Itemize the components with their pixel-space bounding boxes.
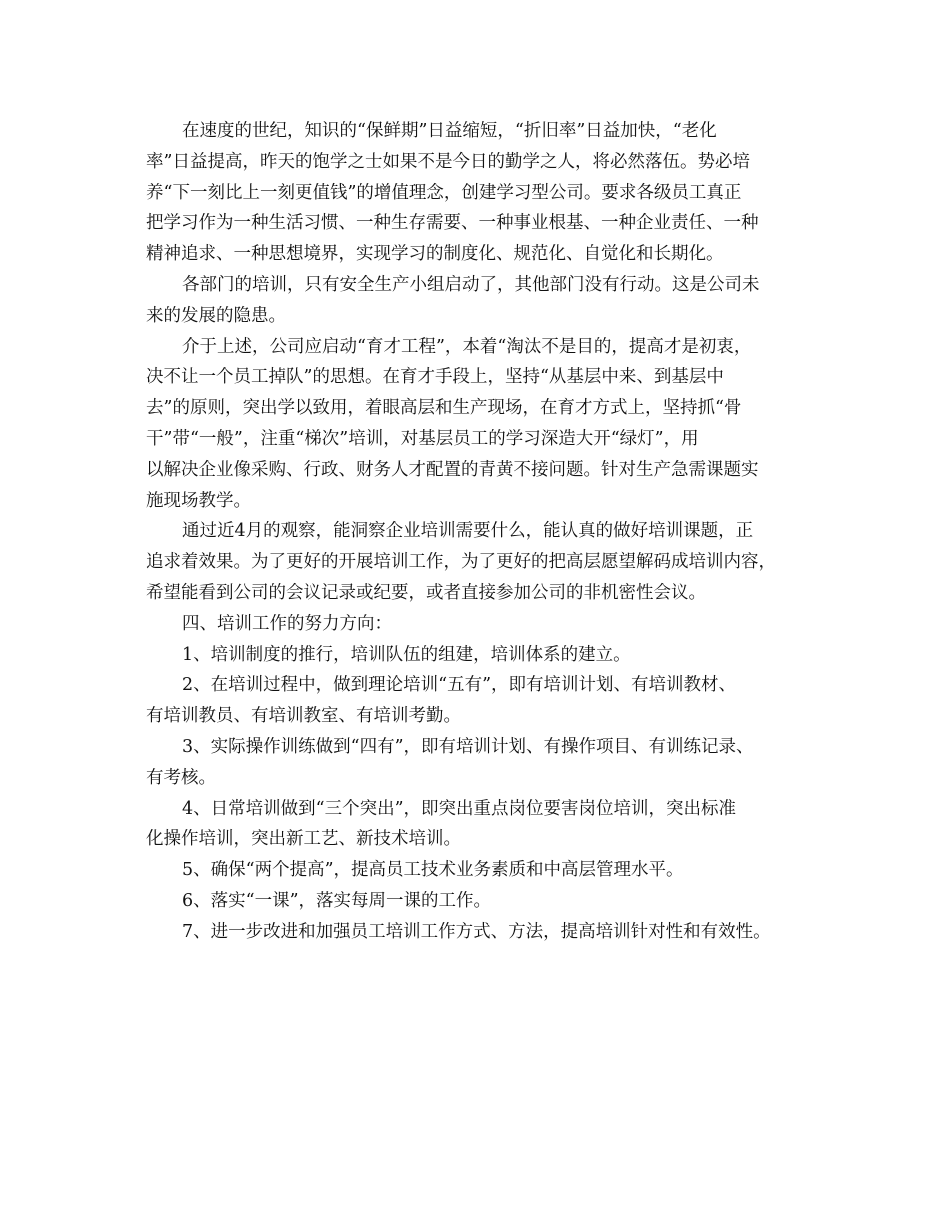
text-line: 把学习作为一种生活习惯、一种生存需要、一种事业根基、一种企业责任、一种 <box>146 213 759 234</box>
text-line: 通过近4月的观察，能洞察企业培训需要什么，能认真的做好培训课题，正 <box>182 521 754 542</box>
text-line: 养“下一刻比上一刻更值钱”的增值理念，创建学习型公司。要求各级员工真正 <box>146 182 742 203</box>
text-line: 2、在培训过程中，做到理论培训“五有”，即有培训计划、有培训教材、 <box>182 675 737 696</box>
text-line: 有考核。 <box>146 767 216 788</box>
text-line: 在速度的世纪，知识的“保鲜期”日益缩短，“折旧率”日益加快，“老化 <box>182 121 717 141</box>
text-line: 7、进一步改进和加强员工培训工作方式、方法，提高培训针对性和有效性。 <box>182 921 771 942</box>
paragraph-learning-organization <box>146 116 816 270</box>
list-item-6 <box>146 886 816 917</box>
text-line: 希望能看到公司的会议记录或纪要，或者直接参加公司的非机密性会议。 <box>146 582 706 603</box>
text-line: 干”带“一般”，注重“梯次”培训，对基层员工的学习深造大开“绿灯”，用 <box>146 428 699 449</box>
section-heading <box>146 609 816 640</box>
text-line: 率”日益提高，昨天的饱学之士如果不是今日的勤学之人，将必然落伍。势必培 <box>146 151 750 172</box>
list-item-4 <box>146 794 816 856</box>
list-item-3 <box>146 732 816 794</box>
text-line: 3、实际操作训练做到“四有”，即有培训计划、有操作项目、有训练记录、 <box>182 736 754 757</box>
text-line: 以解决企业像采购、行政、财务人才配置的青黄不接问题。针对生产急需课题实 <box>146 459 759 480</box>
text-line: 介于上述，公司应启动“育才工程”，本着“淘汰不是目的，提高才是初衷， <box>182 336 752 357</box>
text-line: 各部门的培训，只有安全生产小组启动了，其他部门没有行动。这是公司未 <box>182 274 760 295</box>
text-line: 施现场教学。 <box>146 490 251 511</box>
text-line: 决不让一个员工掉队”的思想。在育才手段上，坚持“从基层中来、到基层中 <box>146 367 724 388</box>
heading-text: 四、培训工作的努力方向： <box>182 613 392 634</box>
text-line: 6、落实“一课”，落实每周一课的工作。 <box>182 890 492 911</box>
text-line: 来的发展的隐患。 <box>146 305 286 326</box>
paragraph-observation <box>146 516 816 608</box>
list-item-7 <box>146 917 816 948</box>
list-item-5 <box>146 855 816 886</box>
text-line: 1、培训制度的推行，培训队伍的组建，培训体系的建立。 <box>182 644 631 665</box>
text-line: 精神追求、一种思想境界，实现学习的制度化、规范化、自觉化和长期化。 <box>146 244 724 265</box>
document-body <box>146 116 816 948</box>
text-line: 化操作培训，突出新工艺、新技术培训。 <box>146 829 461 850</box>
text-line: 5、确保“两个提高”，提高员工技术业务素质和中高层管理水平。 <box>182 860 684 881</box>
text-line: 追求着效果。为了更好的开展培训工作，为了更好的把高层愿望解码成培训内容， <box>146 552 776 573</box>
list-item-2 <box>146 670 816 732</box>
paragraph-talent-project <box>146 332 816 517</box>
text-line: 去”的原则，突出学以致用，着眼高层和生产现场，在育才方式上，坚持抓“骨 <box>146 398 742 419</box>
text-line: 4、日常培训做到“三个突出”，即突出重点岗位要害岗位培训，突出标准 <box>182 798 737 819</box>
paragraph-department-training <box>146 270 816 332</box>
text-line: 有培训教员、有培训教室、有培训考勤。 <box>146 706 461 727</box>
list-item-1 <box>146 640 816 671</box>
